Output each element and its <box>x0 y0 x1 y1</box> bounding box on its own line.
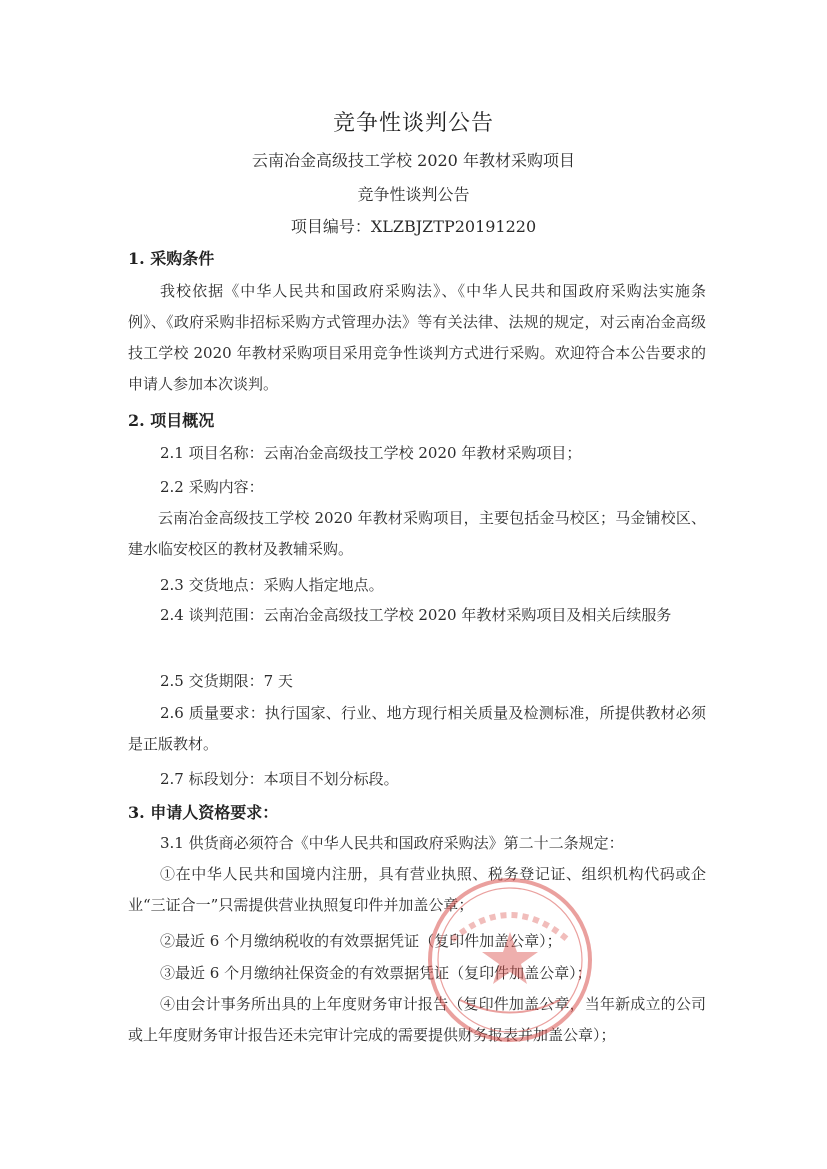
section-2-item-6: 2.6 质量要求：执行国家、行业、地方现行相关质量及检测标准，所提供教材必须是正版教材。 <box>128 704 706 753</box>
section-2-item-4: 2.4 谈判范围：云南冶金高级技工学校 2020 年教材采购项目及相关后续服务 <box>160 606 672 624</box>
section-2-heading: 2. 项目概况 <box>128 411 215 430</box>
section-3-sub-3: ③最近 6 个月缴纳社保资金的有效票据凭证（复印件加盖公章）； <box>160 964 592 982</box>
official-seal-icon <box>420 870 600 1050</box>
section-2-item-5: 2.5 交货期限：7 天 <box>160 672 293 690</box>
section-3-sub-4: ④由会计事务所出具的上年度财务审计报告（复印件加盖公章，当年新成立的公司或上年度财务审计报告还未完审计完成的需要提供财务报表并加盖公章）； <box>128 995 706 1044</box>
section-2-item-2-body: 云南冶金高级技工学校 2020 年教材采购项目，主要包括金马校区；马金铺校区、建水临安校区的教材及教辅采购。 <box>128 509 706 558</box>
document-title: 竞争性谈判公告 <box>332 111 494 136</box>
section-1-heading: 1. 采购条件 <box>128 249 215 268</box>
section-2-item-3: 2.3 交货地点：采购人指定地点。 <box>160 576 384 594</box>
section-3-item-1: 3.1 供货商必须符合《中华人民共和国政府采购法》第二十二条规定： <box>160 834 624 852</box>
project-name: 云南冶金高级技工学校 2020 年教材采购项目 <box>252 151 575 170</box>
section-2-item-7: 2.7 标段划分：本项目不划分标段。 <box>160 770 399 788</box>
section-2-item-1: 2.1 项目名称：云南冶金高级技工学校 2020 年教材采购项目； <box>160 444 582 462</box>
document-subtitle: 竞争性谈判公告 <box>357 185 470 204</box>
project-number: 项目编号：XLZBJZTP20191220 <box>290 217 537 236</box>
section-2-item-2: 2.2 采购内容： <box>160 478 264 496</box>
section-3-sub-2: ②最近 6 个月缴纳税收的有效票据凭证（复印件加盖公章）； <box>160 932 562 950</box>
section-3-heading: 3. 申请人资格要求： <box>128 803 279 822</box>
section-1-body: 我校依据《中华人民共和国政府采购法》、《中华人民共和国政府采购法实施条例》、《政府采购非招标采购方式管理办法》等有关法律、法规的规定，对云南冶金高级技工学校 2020 年教材采购项目采用竞争性谈判方式进行采购。欢迎符合本公告要求的申请人参加本次谈判。 <box>128 282 706 393</box>
section-3-sub-1: ①在中华人民共和国境内注册，具有营业执照、税务登记证、组织机构代码或企业“三证合一”只需提供营业执照复印件并加盖公章； <box>128 865 706 914</box>
